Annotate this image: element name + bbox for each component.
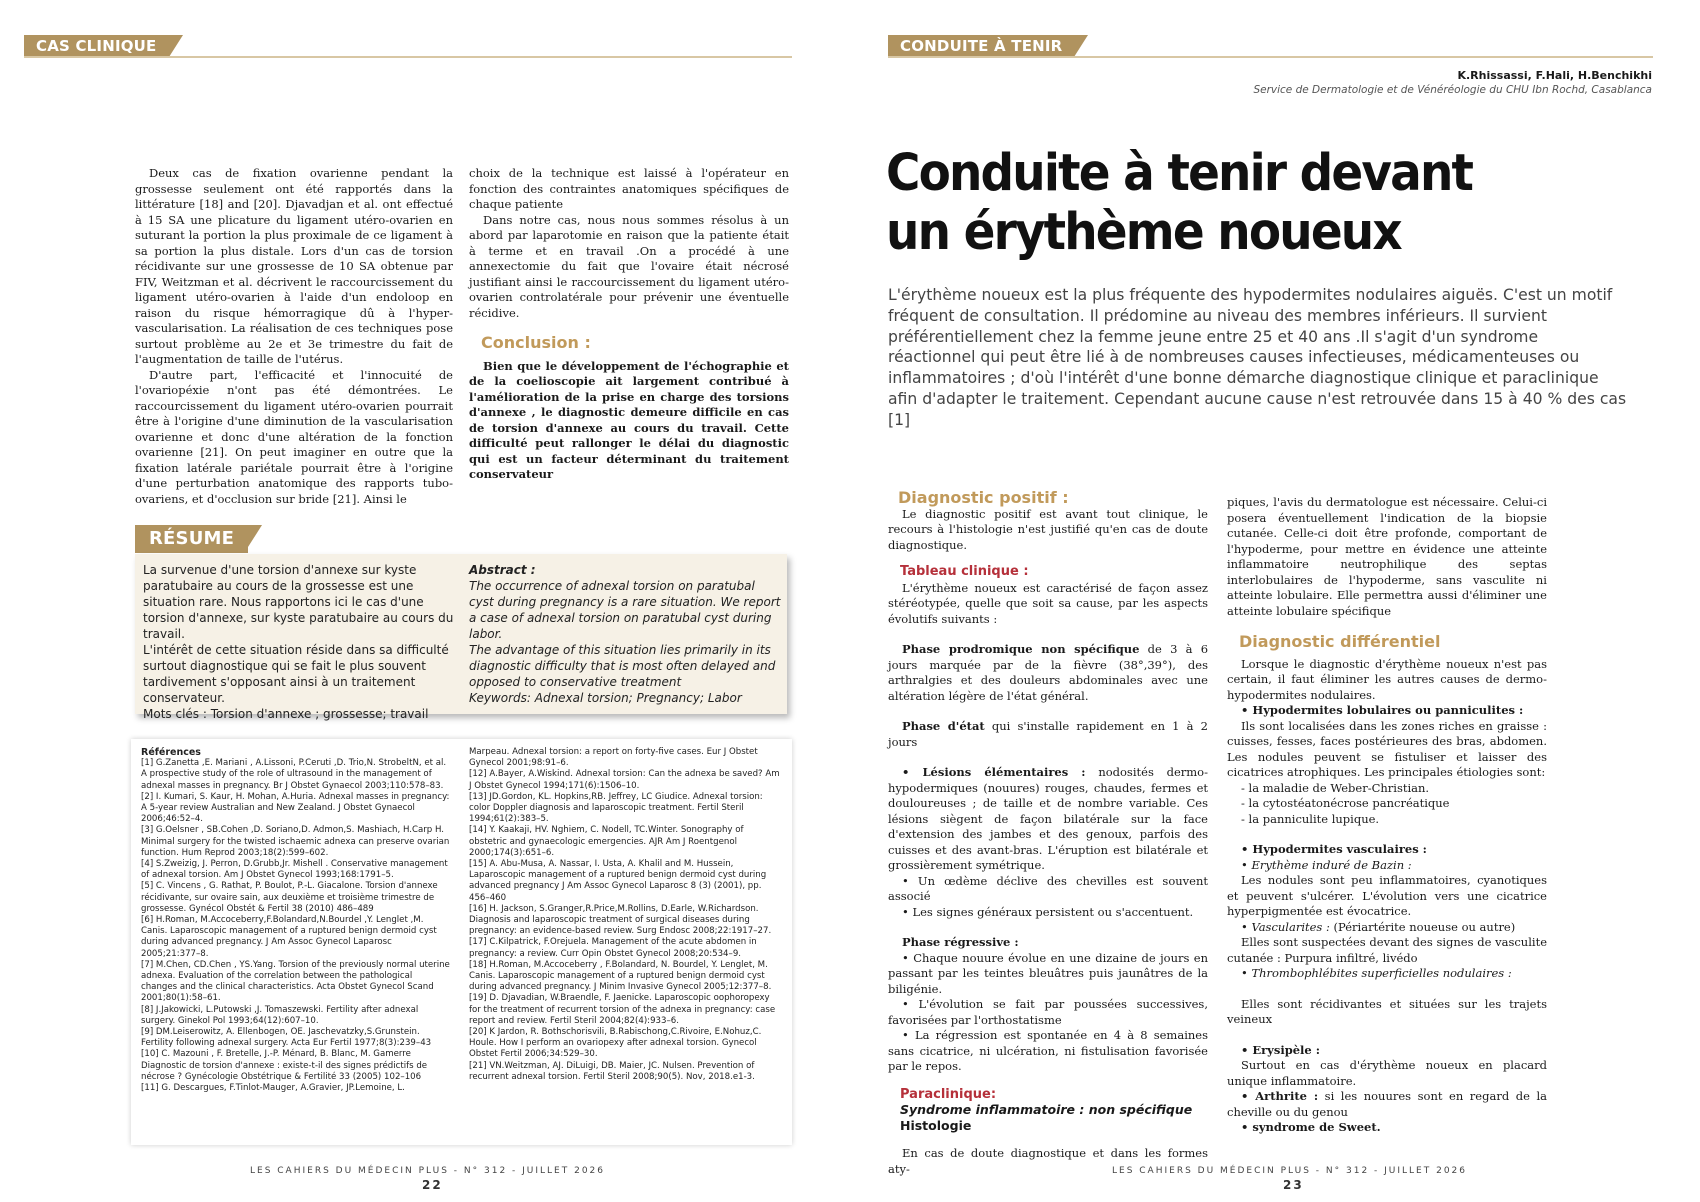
section-tab-conduite: CONDUITE À TENIR	[888, 35, 1074, 57]
diag-diff-title: Diagnostic différentiel	[1239, 632, 1441, 651]
reference-item: [6] H.Roman, M.Accoceberry,F.Bolandard,N.Bourdel ,Y. Lenglet ,M. Canis. Laparoscopic management of a ruptured benign dermoid cyst during advanced pregnancy. J Am Assoc Gynecol Laparosc 2005;21:377–8.	[141, 915, 437, 959]
header-rule-left	[24, 56, 792, 58]
vascularites-label: • Vascularites :	[1241, 919, 1330, 934]
sweet-label: • syndrome de Sweet.	[1241, 1120, 1381, 1134]
bullet-item: • Un œdème déclive des chevilles est souvent associé	[888, 873, 1208, 903]
right-col1	[888, 490, 1208, 1177]
reference-item: [3] G.Oelsner , SB.Cohen ,D. Soriano,D. Admon,S. Mashiach, H.Carp H. Minimal surgery for the twisted ischaemic adnexa can preserve ovarian function. Hum Reprod 2003;18(2):599–602.	[141, 825, 450, 858]
lesions-label: • Lésions élémentaires :	[902, 765, 1086, 779]
prodrome-label: Phase prodromique non spécifique	[902, 642, 1140, 656]
regressive-label: Phase régressive :	[902, 935, 1019, 949]
bazin-label: • Erythème induré de Bazin :	[1241, 857, 1412, 872]
resume-fr: La survenue d'une torsion d'annexe sur kyste paratubaire au cours de la grossesse est une situation rare. Nous rapportons ici le cas d'une torsion d'annexe, sur kyste paratubaire au cours du travail. L'intérêt de cette situation réside dans sa difficulté surtout diagnostique qui se fait le plus souvent tardivement s'opposant ainsi à un traitement conservateur. Mots clés : Torsion d'annexe ; grossesse; travail	[143, 563, 454, 721]
reference-item: [12] A.Bayer, A.Wiskind. Adnexal torsion: Can the adnexa be saved? Am J Obstet Gynecol 1994;171(6):1506–10.	[469, 769, 780, 791]
references-col1	[141, 747, 451, 1094]
reference-item: [11] G. Descargues, F.Tinlot-Mauger, A.Gravier, JP.Lemoine, L.	[141, 1083, 405, 1094]
resume-en	[469, 562, 781, 706]
bullet-item: • Les signes généraux persistent ou s'accentuent.	[902, 904, 1194, 919]
abstract-text: The occurrence of adnexal torsion on paratubal cyst during pregnancy is a rare situation. We report a case of adnexal torsion on paratubal cyst during labor. The advantage of this situation lies primarily in its diagnostic difficulty that is most often delayed and opposed to conservative treatment	[469, 579, 781, 689]
list-item: - la panniculite lupique.	[1241, 811, 1380, 826]
abstract-title: Abstract :	[469, 563, 536, 577]
reference-item: [16] H. Jackson, S.Granger,R.Price,M.Rollins, D.Earle, W.Richardson. Diagnosis and laparoscopic treatment of surgical diseases during pregnancy: an evidence-based review. Surg Endosc 2008;22:1917–27.	[469, 903, 772, 937]
list-item: - la cytostéatonécrose pancréatique	[1241, 796, 1450, 810]
paragraph: Surtout en cas d'érythème noueux en placard unique inflammatoire.	[1227, 1058, 1547, 1088]
paragraph	[1227, 1089, 1547, 1120]
diag-pos-title: Diagnostic positif :	[898, 488, 1069, 507]
bullet-item: • La régression est spontanée en 4 à 8 semaines sans cicatrice, ni ulcération, ni fistulisation favorisée par le repos.	[888, 1028, 1208, 1073]
footer-right: LES CAHIERS DU MÉDECIN PLUS - N° 312 - JUILLET 2026	[1112, 1166, 1468, 1176]
lesions-text: nodosités dermo-hypodermiques (nouures) rouges, chaudes, fermes et douloureuses ; de taille et de nombre variable. Ces lésions siègent de façon bilatérale sur la face d'extension des jambes et des genoux, parfois des cuisses et des avant-bras. L'éruption est bilatérale et grossièrement symétrique.	[888, 765, 1208, 872]
article-title	[886, 144, 1613, 262]
left-col2	[469, 166, 789, 483]
page-number-left: 22	[422, 1178, 443, 1192]
tableau-title: Tableau clinique :	[900, 564, 1029, 579]
reference-item: [18] H.Roman, M.Accoceberry , F.Bolandard, N. Bourdel, Y. Lenglet, M. Canis. Laparoscopic management of a ruptured benign dermoid cyst during advanced pregnancy. J Minim Invasive Gynecol 2005;12:377–8.	[469, 959, 772, 993]
reference-item: [21] VN.Weitzman, AJ. DiLuigi, DB. Maier, JC. Nulsen. Prevention of recurrent adnexal torsion. Fertil Steril 2008;90(5). Nov, 2018.e1-3.	[469, 1060, 755, 1082]
paragraph: Deux cas de fixation ovarienne pendant la grossesse seulement ont été rapportés dans la littérature [18] and [20]. Djavadjan et al. ont effectué à 15 SA une plicature du ligament utéro-ovarien en suturant la portion la plus proximale de ce ligament à sa portion la plus distale. Lors d'un cas de torsion récidivante sur une grossesse de 10 SA obtenue par FIV, Weitzman et al. décrivent le raccourcissement du ligament utéro-ovarien à l'aide d'un endoloop en raison du risque hémorragique dû à l'hyper-vascularisation. La réalisation de ces techniques pose surtout problème au 2e et 3e trimestre du fait de l'augmentation de taille de l'utérus.	[135, 166, 453, 366]
hypo-vasc-label: • Hypodermites vasculaires :	[1241, 842, 1427, 856]
paragraph: piques, l'avis du dermatologue est nécessaire. Celui-ci posera éventuellement l'indication de la biopsie cutanée. Celle-ci doit être profonde, comportant de l'hypoderme, pour mettre en évidence une atteinte inflammatoire neutrophilique des septas interlobulaires de l'hypoderme, sans vasculite ni atteinte lobulaire. Elle permettra aussi d'éliminer une atteinte lobulaire spécifique	[1227, 495, 1547, 618]
left-col1	[135, 166, 453, 507]
reference-item: Marpeau. Adnexal torsion: a report on forty-five cases. Eur J Obstet Gynecol 2001;98:91–6.	[469, 747, 758, 769]
reference-item: [2] I. Kumari, S. Kaur, H. Mohan, A.Huria. Adnexal masses in pregnancy: A 5-year review Australian and New Zealand. J Obstet Gynaecol 2006;46:52–4.	[141, 791, 450, 825]
list-item: - la maladie de Weber-Christian.	[1241, 780, 1430, 795]
etat-text: qui s'installe rapidement en 1 à 2 jours	[888, 719, 1208, 749]
resume-tab: RÉSUME	[135, 525, 248, 553]
paragraph: choix de la technique est laissé à l'opérateur en fonction des contraintes anatomiques spécifiques de chaque patiente	[469, 166, 789, 211]
references-title: Références	[141, 747, 201, 758]
section-tab-cas-clinique: CAS CLINIQUE	[24, 35, 169, 57]
affiliation: Service de Dermatologie et de Vénéréologie du CHU Ibn Rochd, Casablanca	[1253, 84, 1652, 96]
reference-item: [10] C. Mazouni , F. Bretelle, J.-P. Ménard, B. Blanc, M. Gamerre Diagnostic de torsion d'annexe : existe-t-il des signes prédictifs de nécrose ? Gynécologie Obstétrique & Fertilité 33 (2005) 102–106	[141, 1049, 428, 1082]
reference-item: [14] Y. Kaakaji, HV. Nghiem, C. Nodell, TC.Winter. Sonography of obstetric and gynaecologic emergencies. AJR Am J Roentgenol 2000;174(3):651–6.	[469, 825, 744, 858]
paraclinique-title: Paraclinique:	[900, 1086, 997, 1102]
reference-item: [13] JD.Gordon, KL. Hopkins,RB. Jeffrey, LC Giudice. Adnexal torsion: color Doppler diagnosis and laparoscopic treatment. Fertil Steril 1994;61(2):383–5.	[469, 791, 763, 825]
paragraph: Le diagnostic positif est avant tout clinique, le recours à l'histologie n'est justifié qu'en cas de doute diagnostique.	[888, 506, 1208, 552]
page-number-right: 23	[1283, 1178, 1304, 1192]
paragraph: Elles sont récidivantes et situées sur les trajets veineux	[1227, 996, 1547, 1026]
bullet-item: • L'évolution se fait par poussées successives, favorisées par l'orthostatisme	[888, 997, 1208, 1027]
paragraph: Lorsque le diagnostic d'érythème noueux n'est pas certain, il faut éliminer les autres causes de dermo-hypodermites nodulaires.	[1227, 656, 1547, 702]
paragraph	[1227, 920, 1547, 936]
reference-item: [5] C. Vincens , G. Rathat, P. Boulot, P.-L. Giacalone. Torsion d'annexe récidivante, sur ovaire sain, aux deuxième et troisième trimestre de grossesse. Gynécol Obstét & Fertil 38 (2010) 486–489	[141, 881, 438, 914]
paragraph: Dans notre cas, nous nous sommes résolus à un abord par laparotomie en raison que la patiente était à terme et en travail .On a procédé à une annexectomie du fait que l'ovaire était nécrosé justifiant ainsi le raccourcissement du ligament utéro-ovarien controlatérale pour prévenir une éventuelle récidive.	[469, 212, 789, 320]
paragraph: L'érythème noueux est caractérisé de façon assez stéréotypée, quelle que soit sa cause, par les aspects évolutifs suivants :	[888, 580, 1208, 626]
vascularites-text: (Périartérite noueuse ou autre)	[1329, 919, 1516, 934]
paragraph	[888, 642, 1208, 704]
reference-item: [7] M.Chen, CD.Chen , YS.Yang. Torsion of the previously normal uterine adnexa. Evaluation of the correlation between the pathological changes and the clinical characteristics. Acta Obstet Gynecol Scand 2001;80(1):58–61.	[141, 959, 450, 1004]
paragraph: En cas de doute diagnostique et dans les formes aty-	[888, 1146, 1208, 1176]
reference-item: [9] DM.Leiserowitz, A. Ellenbogen, OE. Jaschevatzky,S.Grunstein. Fertility following adnexal surgery. Acta Eur Fertil 1977;8(3):239–43	[141, 1027, 432, 1049]
reference-item: [20] K Jardon, R. Bothschorisvili, B.Rabischong,C.Rivoire, E.Nohuz,C. Houle. How I perform an ovariopexy after adnexal torsion. Gynecol Obstet Fertil 2006;34:529–30.	[469, 1027, 762, 1060]
reference-item: [1] G.Zanetta ,E. Mariani , A.Lissoni, P.Ceruti ,D. Trio,N. StrobeltN, et al. A prospective study of the role of ultrasound in the management of adnexal masses in pregnancy. Br J Obstet Gynaecol 2003;110:578–83.	[141, 758, 447, 791]
erysipele-label: • Erysipèle :	[1241, 1042, 1320, 1057]
right-col2	[1227, 495, 1547, 1136]
thrombo-label: • Thrombophlébites superficielles nodulaires :	[1241, 966, 1512, 980]
histologie-line: Histologie	[900, 1118, 972, 1133]
footer-left: LES CAHIERS DU MÉDECIN PLUS - N° 312 - JUILLET 2026	[250, 1166, 606, 1176]
reference-item: [17] C.Kilpatrick, F.Orejuela. Management of the acute abdomen in pregnancy: a review. Curr Opin Obstet Gynecol 2008;20:534–9.	[469, 937, 757, 959]
arthrite-label: • Arthrite :	[1241, 1089, 1319, 1103]
arthrite-text: si les nouures sont en regard de la cheville ou du genou	[1227, 1089, 1547, 1119]
paragraph	[888, 765, 1208, 874]
abstract-keywords: Keywords: Adnexal torsion; Pregnancy; Labor	[469, 691, 742, 705]
title-line-1: Conduite à tenir devant	[886, 144, 1473, 203]
reference-item: [8] J.Jakowicki, L.Putowski ,J. Tomaszewski. Fertility after adnexal surgery. Ginekol Pol 1993;64(12):607–10.	[141, 1004, 419, 1026]
reference-item: [15] A. Abu-Musa, A. Nassar, I. Usta, A. Khalil and M. Hussein, Laparoscopic management of a ruptured benign dermoid cyst during advanced pregnancy J Am Assoc Gynecol Laparosc 8 (3) (2001), pp. 456–460	[469, 859, 767, 903]
etat-label: Phase d'état	[902, 719, 985, 733]
header-rule-right	[888, 56, 1653, 58]
hypo-lob-label: • Hypodermites lobulaires ou panniculites :	[1241, 703, 1524, 717]
title-line-2: un érythème noueux	[886, 203, 1401, 262]
conclusion-title: Conclusion :	[481, 333, 591, 352]
paragraph: Ils sont localisées dans les zones riches en graisse : cuisses, fesses, faces postérieures des bras, abdomen. Les nodules peuvent se fistuliser et laisser des cicatrices atrophiques. Les principales étiologies sont:	[1227, 718, 1547, 779]
lead-paragraph: L'érythème noueux est la plus fréquente des hypodermites nodulaires aiguës. C'est un motif fréquent de consultation. Il prédomine au niveau des membres inférieurs. Il survient préférentiellement chez la femme jeune entre 25 et 40 ans .Il s'agit d'un syndrome réactionnel qui peut être lié à de nombreuses causes infectieuses, médicamenteuses ou inflammatoires ; d'où l'intérêt d'une bonne démarche diagnostique clinique et paraclinique afin d'adapter le traitement. Cependant aucune cause n'est retrouvée dans 15 à 40 % des cas [1]	[888, 286, 1627, 429]
paragraph	[888, 719, 1208, 750]
reference-item: [19] D. Djavadian, W.Braendle, F. Jaenicke. Laparoscopic oophoropexy for the treatment of recurrent torsion of the adnexa in pregnancy: case report and review. Fertil Steril 2004;82(4):933–6.	[469, 993, 776, 1026]
references-col2	[469, 747, 781, 1083]
paragraph: Les nodules sont peu inflammatoires, cyanotiques et peuvent s'ulcérer. L'évolution vers une cicatrice hyperpigmentée est évocatrice.	[1227, 873, 1547, 918]
reference-item: [4] S.Zweizig, J. Perron, D.Grubb,Jr. Mishell . Conservative management of adnexal torsion. Am J Obstet Gynecol 1993;168:1791–5.	[141, 859, 448, 881]
syndrome-line: Syndrome inflammatoire : non spécifique	[900, 1102, 1193, 1117]
prodrome-text: de 3 à 6 jours marquée par de la fièvre (38°,39°), des arthralgies et des douleurs abdominales avec une altération légère de l'état général.	[888, 642, 1209, 703]
paragraph: D'autre part, l'efficacité et l'innocuité de l'ovariopéxie n'ont pas été démontrées. Le raccourcissement du ligament utéro-ovarien pourrait être à l'origine d'une diminution de la vascularisation ovarienne et donc d'une altération de la fonction ovarienne [21]. On peut imaginer en outre que la fixation latérale pariétale pourrait être à l'origine d'une perturbation anatomique des rapports tubo-ovariens, et d'occlusion sur bride [21]. Ainsi le	[135, 367, 453, 506]
authors: K.Rhissassi, F.Hali, H.Benchikhi	[1457, 69, 1652, 82]
conclusion-text: Bien que le développement de l'échographie et de la coelioscopie ait largement contribué à l'amélioration de la prise en charge des torsions d'annexe , le diagnostic demeure difficile en cas de torsion d'annexe au cours du travail. Cette difficulté peut rallonger le délai du diagnostic qui est un facteur déterminant du traitement conservateur	[469, 358, 789, 481]
resume-box	[135, 554, 787, 721]
paragraph: Elles sont suspectées devant des signes de vasculite cutanée : Purpura infiltré, livédo	[1227, 935, 1547, 965]
bullet-item: • Chaque nouure évolue en une dizaine de jours en passant par les teintes bleuâtres puis jaunâtres de la biligénie.	[888, 950, 1208, 996]
